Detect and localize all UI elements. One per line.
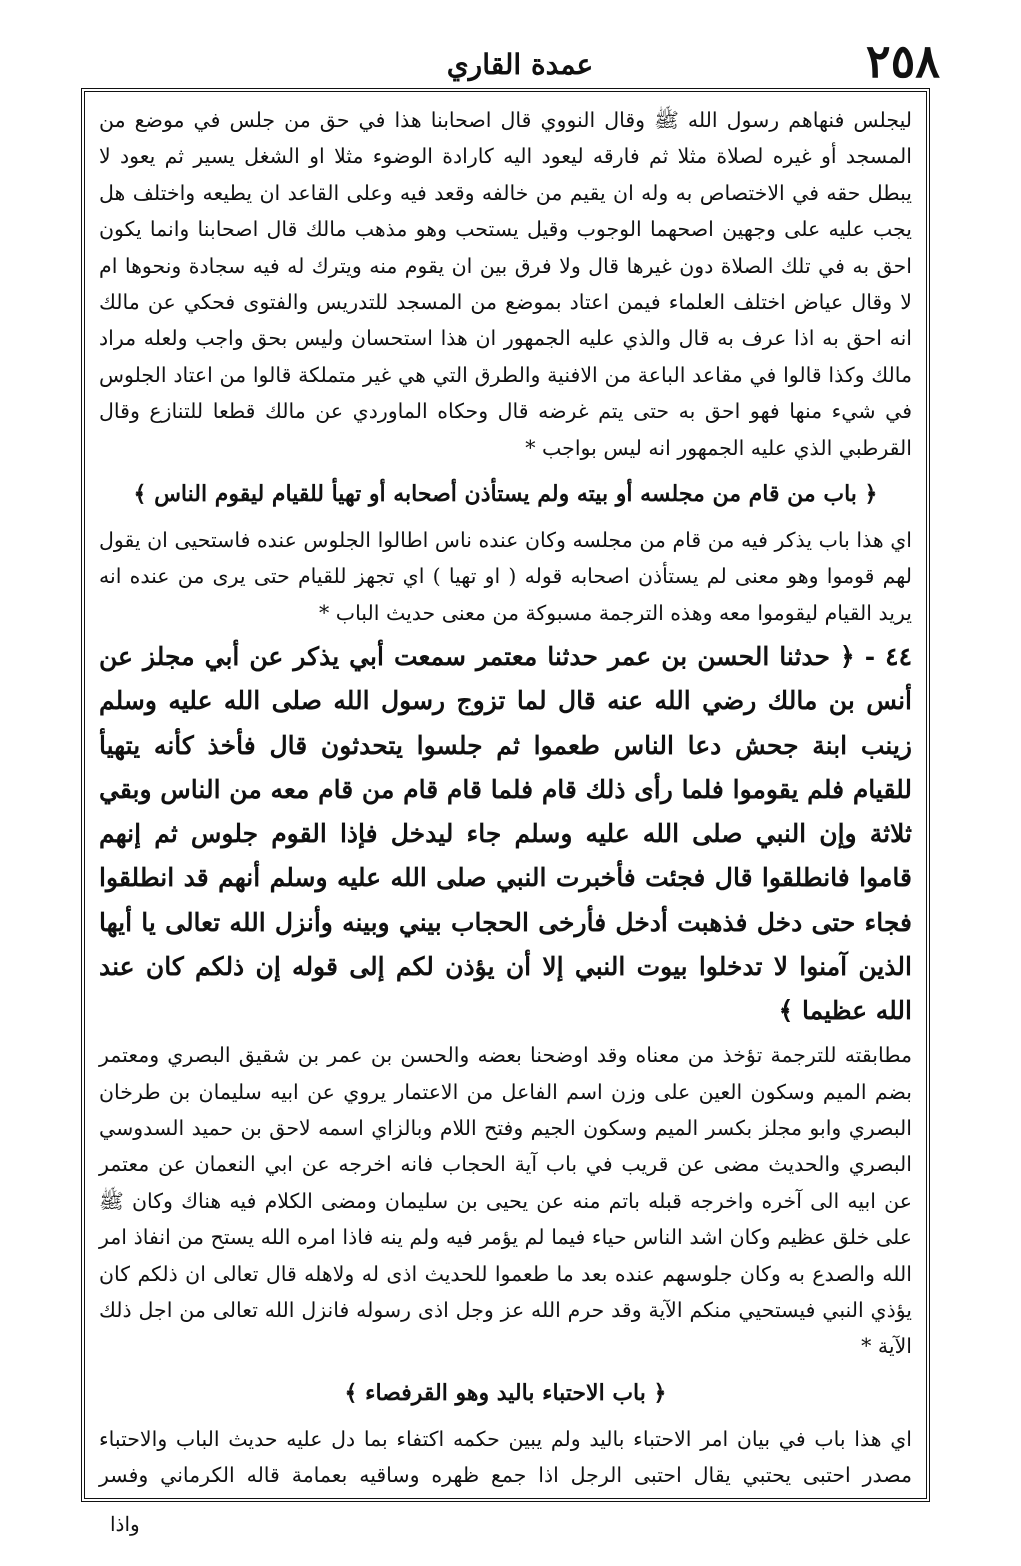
commentary-paragraph-1: ليجلس فنهاهم رسول الله ﷺ وقال النووي قال اصحابنا هذا في حق من جلس في موضع من المسجد أو غيره لصلاة مثلا ثم فارقه ليعود اليه كارادة الوضوء مثلا او الشغل يسير ثم يعود لا يبطل حقه في الاختصاص به وله ان يقيم من خالفه وقعد فيه وعلى القاعد ان يطيعه واختلف هل يجب عليه على وجهين اصحهما الوجوب وقيل يستحب وهو مذهب مالك قال اصحابنا وانما يكون احق به في تلك الصلاة دون غيرها قال ولا فرق بين ان يقوم منه ويترك له فيه سجادة ونحوها ام لا وقال عياض اختلف العلماء فيمن اعتاد بموضع من المسجد للتدريس والفتوى فحكي عن مالك انه احق به اذا عرف به قال والذي عليه الجمهور ان هذا استحسان وليس بحق واجب ولعله مراد مالك وكذا قالوا في مقاعد الباعة من الافنية والطرق التي هي غير متملكة قالوا من اعتاد الجلوس في شيء منها فهو احق به حتى يتم غرضه قال وحكاه الماوردي عن مالك قطعا للتنازع وقال القرطبي الذي عليه الجمهور انه ليس بواجب * (99, 108, 912, 460)
hadith-text: ٤٤ - ﴿ حدثنا الحسن بن عمر حدثنا معتمر سمعت أبي يذكر عن أبي مجلز عن أنس بن مالك رضي الله عنه قال لما تزوج رسول الله صلى الله عليه وسلم زينب ابنة جحش دعا الناس طعموا ثم جلسوا يتحدثون قال فأخذ كأنه يتهيأ للقيام فلم يقوموا فلما رأى ذلك قام فلما قام قام من قام معه من الناس وبقي ثلاثة وإن النبي صلى الله عليه وسلم جاء ليدخل فإذا القوم جلوس ثم إنهم قاموا فانطلقوا قال فجئت فأخبرت النبي صلى الله عليه وسلم أنهم قد انطلقوا فجاء حتى دخل فذهبت أدخل فأرخى الحجاب بيني وبينه وأنزل الله تعالى يا أيها الذين آمنوا لا تدخلوا بيوت النبي إلا أن يؤذن لكم إلى قوله إن ذلكم كان عند الله عظيما ﴾ (99, 642, 912, 1025)
commentary-paragraph-2: اي هذا باب يذكر فيه من قام من مجلسه وكان عنده ناس اطالوا الجلوس عنده فاستحيى ان يقول لهم قوموا وهو معنى لم يستأذن اصحابه قوله ( او تهيا ) اي تجهز للقيام حتى يرى من عنده انه يريد القيام ليقوموا معه وهذه الترجمة مسبوكة من معنى حديث الباب * (99, 528, 912, 625)
commentary-paragraph-4: اي هذا باب في بيان امر الاحتباء باليد ولم يبين حكمه اكتفاء بما دل عليه حديث الباب والاحتباء مصدر احتبى يحتبي يقال احتبى الرجل اذا جمع ظهره وساقيه بعمامة قاله الكرماني وفسر (99, 1426, 912, 1488)
page-number: ٢٥٨ (865, 34, 940, 88)
running-head (80, 34, 940, 90)
commentary-paragraph-3: مطابقته للترجمة تؤخذ من معناه وقد اوضحنا بعضه والحسن بن عمر بن شقيق البصري ومعتمر بضم الميم وسكون العين على وزن اسم الفاعل من الاعتمار يروي عن ابيه سليمان بن طرخان البصري وابو مجلز بكسر الميم وسكون الجيم وفتح اللام وبالزاي اسمه لاحق بن حميد السدوسي البصري والحديث مضى عن قريب في باب آية الحجاب فانه اخرجه عن ابي النعمان عن معتمر عن ابيه الى آخره واخرجه قبله باتم منه عن يحيى بن سليمان ومضى الكلام فيه هناك وكان ﷺ على خلق عظيم وكان اشد الناس حياء فيما لم يؤمر فيه ولم ينه فاذا امره الله يستح من انفاذ امر الله والصدع به وكان جلوسهم عنده بعد ما طعموا للحديث اذى له ولاهله قال تعالى ان ذلكم كان يؤذي النبي فيستحيي منكم الآية وقد حرم الله عز وجل اذى رسوله فانزل الله تعالى من اجل ذلك الآية * (99, 1043, 912, 1359)
chapter-heading-2: ﴿ باب الاحتباء باليد وهو القرفصاء ﴾ (344, 1379, 667, 1406)
chapter-heading-1: ﴿ باب من قام من مجلسه أو بيته ولم يستأذن أصحابه أو تهيأ للقيام ليقوم الناس ﴾ (133, 481, 878, 508)
book-title: عمدة القاري (446, 48, 594, 81)
text-frame (81, 88, 930, 1502)
catchword: واذا (110, 1512, 140, 1536)
